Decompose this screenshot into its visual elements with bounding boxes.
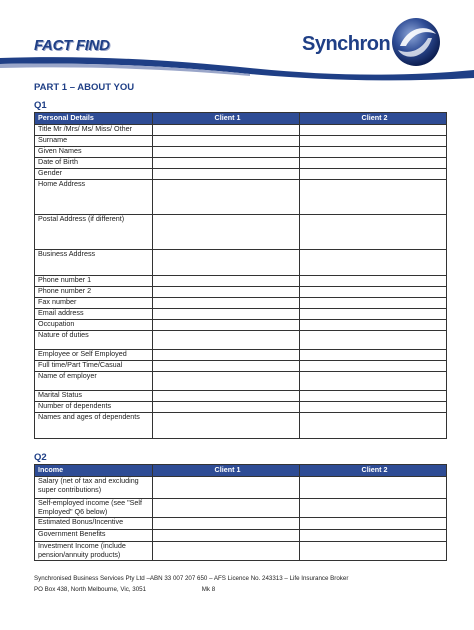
- table-row: [35, 169, 447, 180]
- row-label: Home Address: [35, 180, 153, 215]
- row-label: Email address: [35, 309, 153, 320]
- table-row: [35, 298, 447, 309]
- client1-field[interactable]: [153, 250, 300, 276]
- part-title: PART 1 – ABOUT YOU: [34, 82, 135, 93]
- client2-field[interactable]: [300, 391, 447, 402]
- row-label: Phone number 1: [35, 276, 153, 287]
- table-row: [35, 136, 447, 147]
- table-row: [35, 530, 447, 542]
- client1-field[interactable]: [153, 402, 300, 413]
- client2-field[interactable]: [300, 372, 447, 391]
- row-label: Phone number 2: [35, 287, 153, 298]
- client1-field[interactable]: [153, 169, 300, 180]
- client1-field[interactable]: [153, 518, 300, 530]
- client2-field[interactable]: [300, 215, 447, 250]
- row-label: Fax number: [35, 298, 153, 309]
- client2-field[interactable]: [300, 250, 447, 276]
- row-label: Gender: [35, 169, 153, 180]
- row-label: Marital Status: [35, 391, 153, 402]
- client1-field[interactable]: [153, 320, 300, 331]
- client2-field[interactable]: [300, 169, 447, 180]
- synchron-globe-logo-icon: [390, 16, 442, 68]
- page-title: FACT FIND: [34, 37, 110, 54]
- client2-field[interactable]: [300, 499, 447, 518]
- table-row: [35, 250, 447, 276]
- footer-company-line: Synchronised Business Services Pty Ltd –ABN 33 007 207 650 – AFS Licence No. 243313 – Life Insurance Broker: [34, 575, 349, 582]
- row-label: Postal Address (if different): [35, 215, 153, 250]
- client1-field[interactable]: [153, 391, 300, 402]
- row-label: Number of dependents: [35, 402, 153, 413]
- col-client-1: Client 1: [153, 465, 300, 477]
- client1-field[interactable]: [153, 287, 300, 298]
- col-client-2: Client 2: [300, 113, 447, 125]
- client2-field[interactable]: [300, 287, 447, 298]
- client2-field[interactable]: [300, 180, 447, 215]
- table-row: [35, 413, 447, 439]
- q1-personal-details-table: [34, 112, 447, 439]
- page-footer: [34, 573, 348, 595]
- client1-field[interactable]: [153, 499, 300, 518]
- table-row: [35, 215, 447, 250]
- table-row: [35, 402, 447, 413]
- row-label: Government Benefits: [35, 530, 153, 542]
- client1-field[interactable]: [153, 276, 300, 287]
- client1-field[interactable]: [153, 361, 300, 372]
- row-label: Occupation: [35, 320, 153, 331]
- row-label: Names and ages of dependents: [35, 413, 153, 439]
- table-row: [35, 331, 447, 350]
- table-row: [35, 361, 447, 372]
- client2-field[interactable]: [300, 125, 447, 136]
- row-label: Name of employer: [35, 372, 153, 391]
- row-label: Surname: [35, 136, 153, 147]
- client1-field[interactable]: [153, 215, 300, 250]
- client2-field[interactable]: [300, 136, 447, 147]
- q2-label: Q2: [34, 452, 47, 463]
- client1-field[interactable]: [153, 542, 300, 561]
- client2-field[interactable]: [300, 276, 447, 287]
- client2-field[interactable]: [300, 402, 447, 413]
- table-row: [35, 287, 447, 298]
- client1-field[interactable]: [153, 413, 300, 439]
- q1-label: Q1: [34, 100, 47, 111]
- table-row: [35, 276, 447, 287]
- row-label: Investment Income (include pension/annuity products): [35, 542, 153, 561]
- row-label: Salary (net of tax and excluding super contributions): [35, 477, 153, 499]
- table-row: [35, 147, 447, 158]
- table-row: [35, 499, 447, 518]
- page-header: [0, 0, 474, 82]
- row-label: Employee or Self Employed: [35, 350, 153, 361]
- row-label: Given Names: [35, 147, 153, 158]
- footer-address-row: [34, 584, 348, 595]
- footer-address: PO Box 438, North Melbourne, Vic, 3051: [34, 586, 147, 593]
- client1-field[interactable]: [153, 158, 300, 169]
- client1-field[interactable]: [153, 530, 300, 542]
- row-label: Estimated Bonus/Incentive: [35, 518, 153, 530]
- client2-field[interactable]: [300, 350, 447, 361]
- table-row: [35, 542, 447, 561]
- client2-field[interactable]: [300, 309, 447, 320]
- client2-field[interactable]: [300, 320, 447, 331]
- table-row: [35, 372, 447, 391]
- row-label: Title Mr /Mrs/ Ms/ Miss/ Other: [35, 125, 153, 136]
- logo-wordmark: Synchron: [302, 33, 391, 55]
- client2-field[interactable]: [300, 158, 447, 169]
- client2-field[interactable]: [300, 147, 447, 158]
- q2-income-table: [34, 464, 447, 561]
- col-income: Income: [35, 465, 153, 477]
- client2-field[interactable]: [300, 361, 447, 372]
- client1-field[interactable]: [153, 136, 300, 147]
- table-row: [35, 477, 447, 499]
- client2-field[interactable]: [300, 331, 447, 350]
- table-row: [35, 391, 447, 402]
- client1-field[interactable]: [153, 125, 300, 136]
- table-row: [35, 518, 447, 530]
- table-row: [35, 158, 447, 169]
- col-client-1: Client 1: [153, 113, 300, 125]
- table-row: [35, 320, 447, 331]
- row-label: Date of Birth: [35, 158, 153, 169]
- client2-field[interactable]: [300, 530, 447, 542]
- table-row: [35, 125, 447, 136]
- client1-field[interactable]: [153, 477, 300, 499]
- client1-field[interactable]: [153, 298, 300, 309]
- footer-ref: Mk 8: [201, 586, 216, 593]
- table-row: [35, 309, 447, 320]
- row-label: Full time/Part Time/Casual: [35, 361, 153, 372]
- q2-header-row: [35, 465, 447, 477]
- col-personal-details: Personal Details: [35, 113, 153, 125]
- client2-field[interactable]: [300, 298, 447, 309]
- client2-field[interactable]: [300, 542, 447, 561]
- col-client-2: Client 2: [300, 465, 447, 477]
- q1-header-row: [35, 113, 447, 125]
- client1-field[interactable]: [153, 180, 300, 215]
- client1-field[interactable]: [153, 331, 300, 350]
- table-row: [35, 350, 447, 361]
- client1-field[interactable]: [153, 147, 300, 158]
- client1-field[interactable]: [153, 309, 300, 320]
- table-row: [35, 180, 447, 215]
- row-label: Business Address: [35, 250, 153, 276]
- client2-field[interactable]: [300, 413, 447, 439]
- client1-field[interactable]: [153, 372, 300, 391]
- client2-field[interactable]: [300, 477, 447, 499]
- client2-field[interactable]: [300, 518, 447, 530]
- row-label: Self-employed income (see "Self Employed" Q6 below): [35, 499, 153, 518]
- row-label: Nature of duties: [35, 331, 153, 350]
- client1-field[interactable]: [153, 350, 300, 361]
